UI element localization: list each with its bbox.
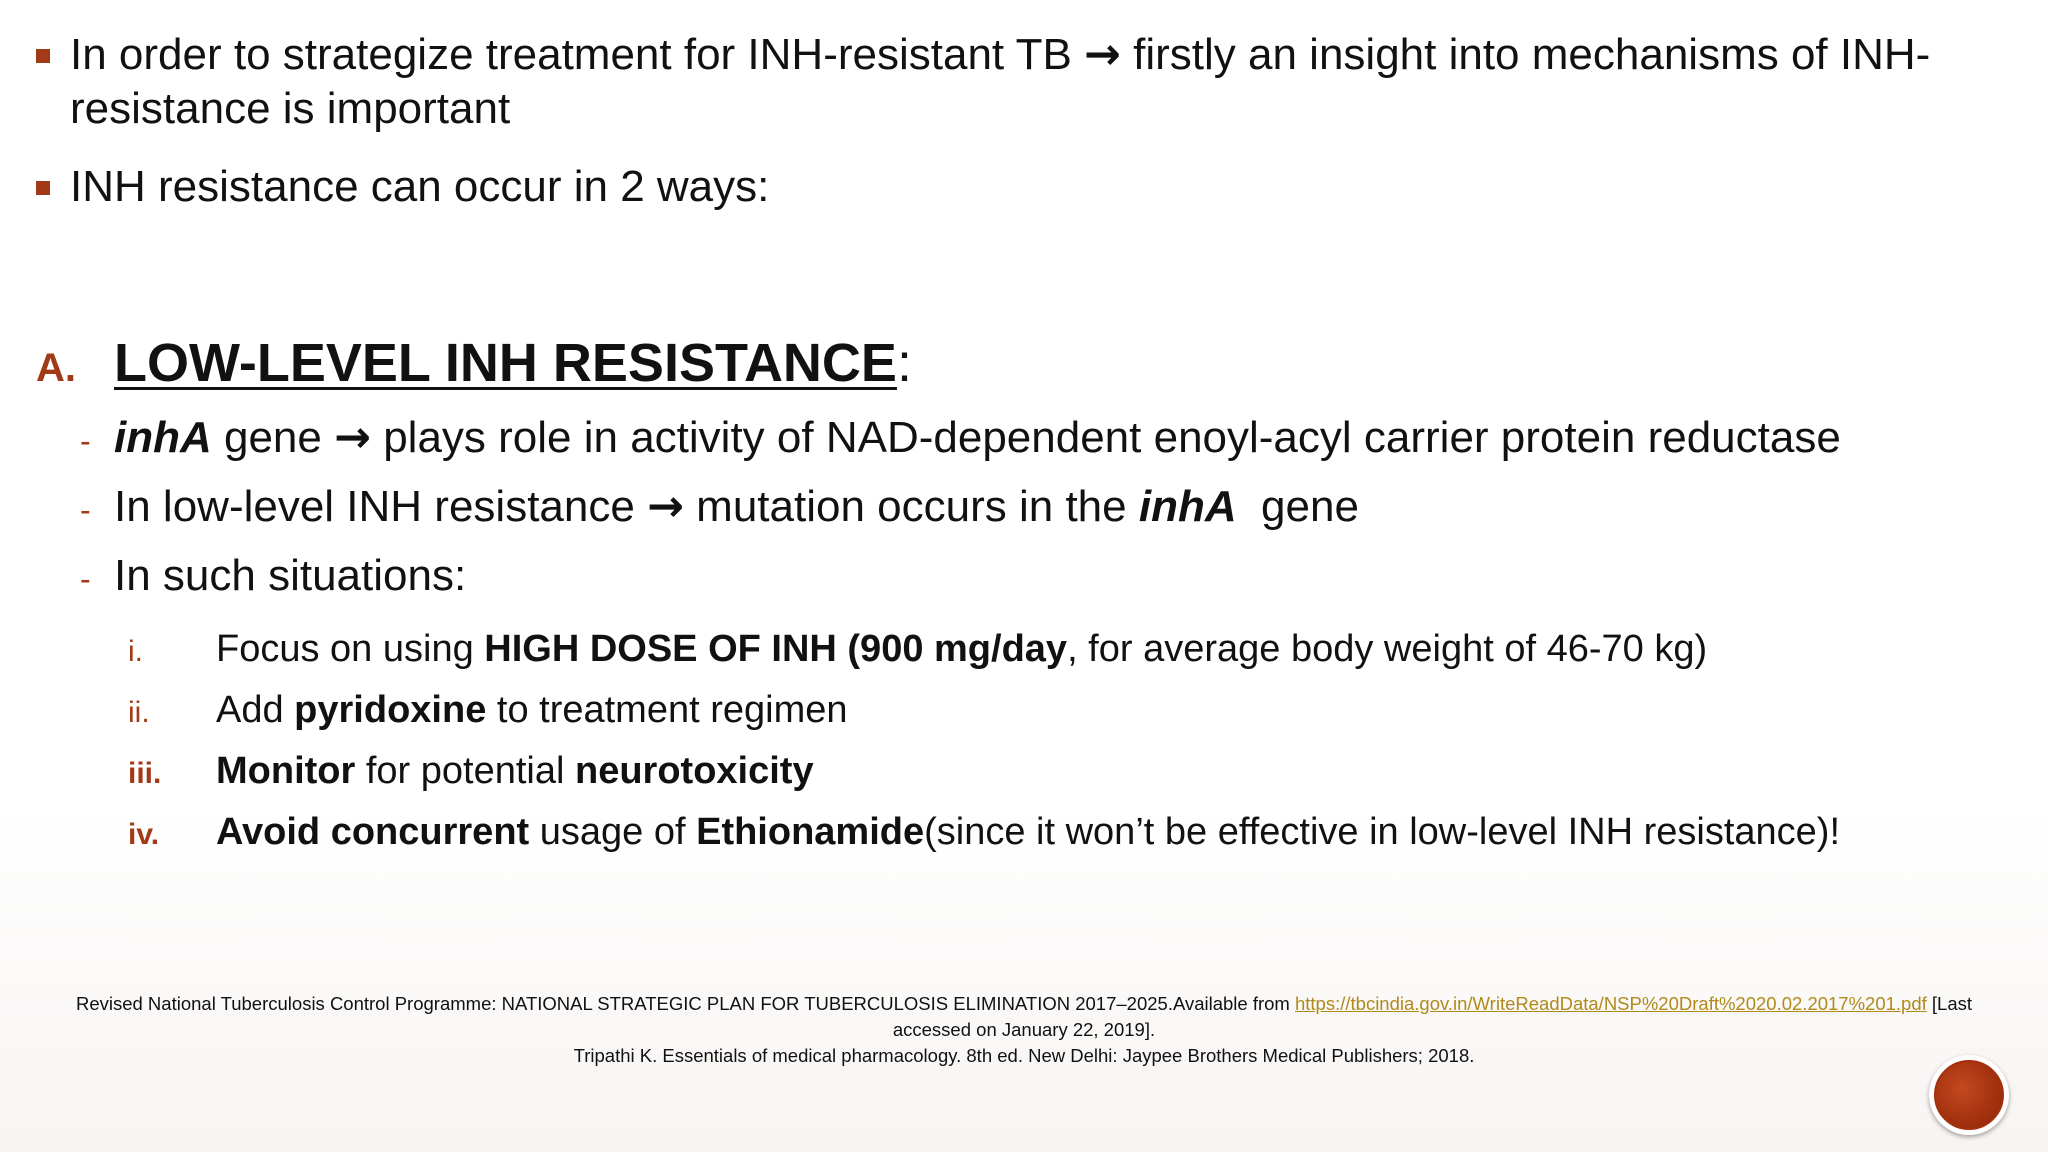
- step-number: iii.: [128, 757, 162, 790]
- reference-2: Tripathi K. Essentials of medical pharmacology. 8th ed. New Delhi: Jaypee Brothers Medical Publishers; 2018.: [573, 1045, 1475, 1066]
- intro-bullet-2-text: INH resistance can occur in 2 ways:: [70, 162, 770, 211]
- dash-bullet-icon: -: [80, 423, 91, 459]
- dash-bullet-icon: -: [80, 492, 91, 528]
- section-title-colon: :: [896, 333, 912, 393]
- step-item: [128, 681, 2016, 742]
- list-item: [80, 474, 2016, 543]
- section-heading: [36, 328, 2016, 403]
- intro-bullet-1: [36, 28, 2006, 136]
- list-item-text: In low-level INH resistance → mutation occurs in the inhA gene: [114, 481, 1359, 532]
- step-number: ii.: [128, 696, 150, 729]
- step-text: Avoid concurrent usage of Ethionamide(since it won’t be effective in low-level INH resistance)!: [216, 811, 1841, 853]
- step-text: Focus on using HIGH DOSE OF INH (900 mg/day, for average body weight of 46-70 kg): [216, 628, 1708, 670]
- list-item-text: In such situations:: [114, 551, 467, 600]
- section-letter: A.: [36, 346, 76, 390]
- red-circle-icon: [1934, 1060, 2004, 1130]
- step-text: Add pyridoxine to treatment regimen: [216, 689, 848, 731]
- square-bullet-icon: [36, 49, 50, 63]
- step-item: [128, 620, 2016, 681]
- list-item: [80, 405, 2016, 474]
- slide-badge-circle: [1929, 1055, 2009, 1135]
- step-item: [128, 803, 2016, 864]
- section-low-level-resistance: [36, 328, 2016, 864]
- step-item: [128, 742, 2016, 803]
- references: [40, 991, 2008, 1069]
- numbered-steps: [36, 620, 2016, 864]
- list-item: [80, 543, 2016, 612]
- intro-bullet-1-text: In order to strategize treatment for INH-resistant TB → firstly an insight into mechanisms of INH-resistance is important: [70, 29, 1931, 133]
- dash-list: [36, 405, 2016, 612]
- right-arrow-icon: →: [647, 481, 684, 532]
- list-item-text: inhA gene → plays role in activity of NAD-dependent enoyl-acyl carrier protein reductase: [114, 412, 1841, 463]
- section-title: LOW-LEVEL INH RESISTANCE: [114, 333, 897, 393]
- reference-link[interactable]: https://tbcindia.gov.in/WriteReadData/NSP%20Draft%2020.02.2017%201.pdf: [1294, 993, 1927, 1014]
- step-number: iv.: [128, 818, 160, 851]
- reference-1: Revised National Tuberculosis Control Programme: NATIONAL STRATEGIC PLAN FOR TUBERCULOSIS ELIMINATION 2017–2025.Available from https://tbcindia.gov.in/WriteReadData/NSP%20Draft%2020.02.2017%201.pdf [Last accessed on January 22, 2019].: [75, 993, 1973, 1040]
- step-number: i.: [128, 635, 143, 668]
- right-arrow-icon: →: [1084, 29, 1121, 80]
- right-arrow-icon: →: [334, 412, 371, 463]
- intro-bullet-2: [36, 160, 2006, 214]
- step-text: Monitor for potential neurotoxicity: [216, 750, 814, 792]
- dash-bullet-icon: -: [80, 561, 91, 597]
- square-bullet-icon: [36, 181, 50, 195]
- intro-bullets: [36, 28, 2006, 238]
